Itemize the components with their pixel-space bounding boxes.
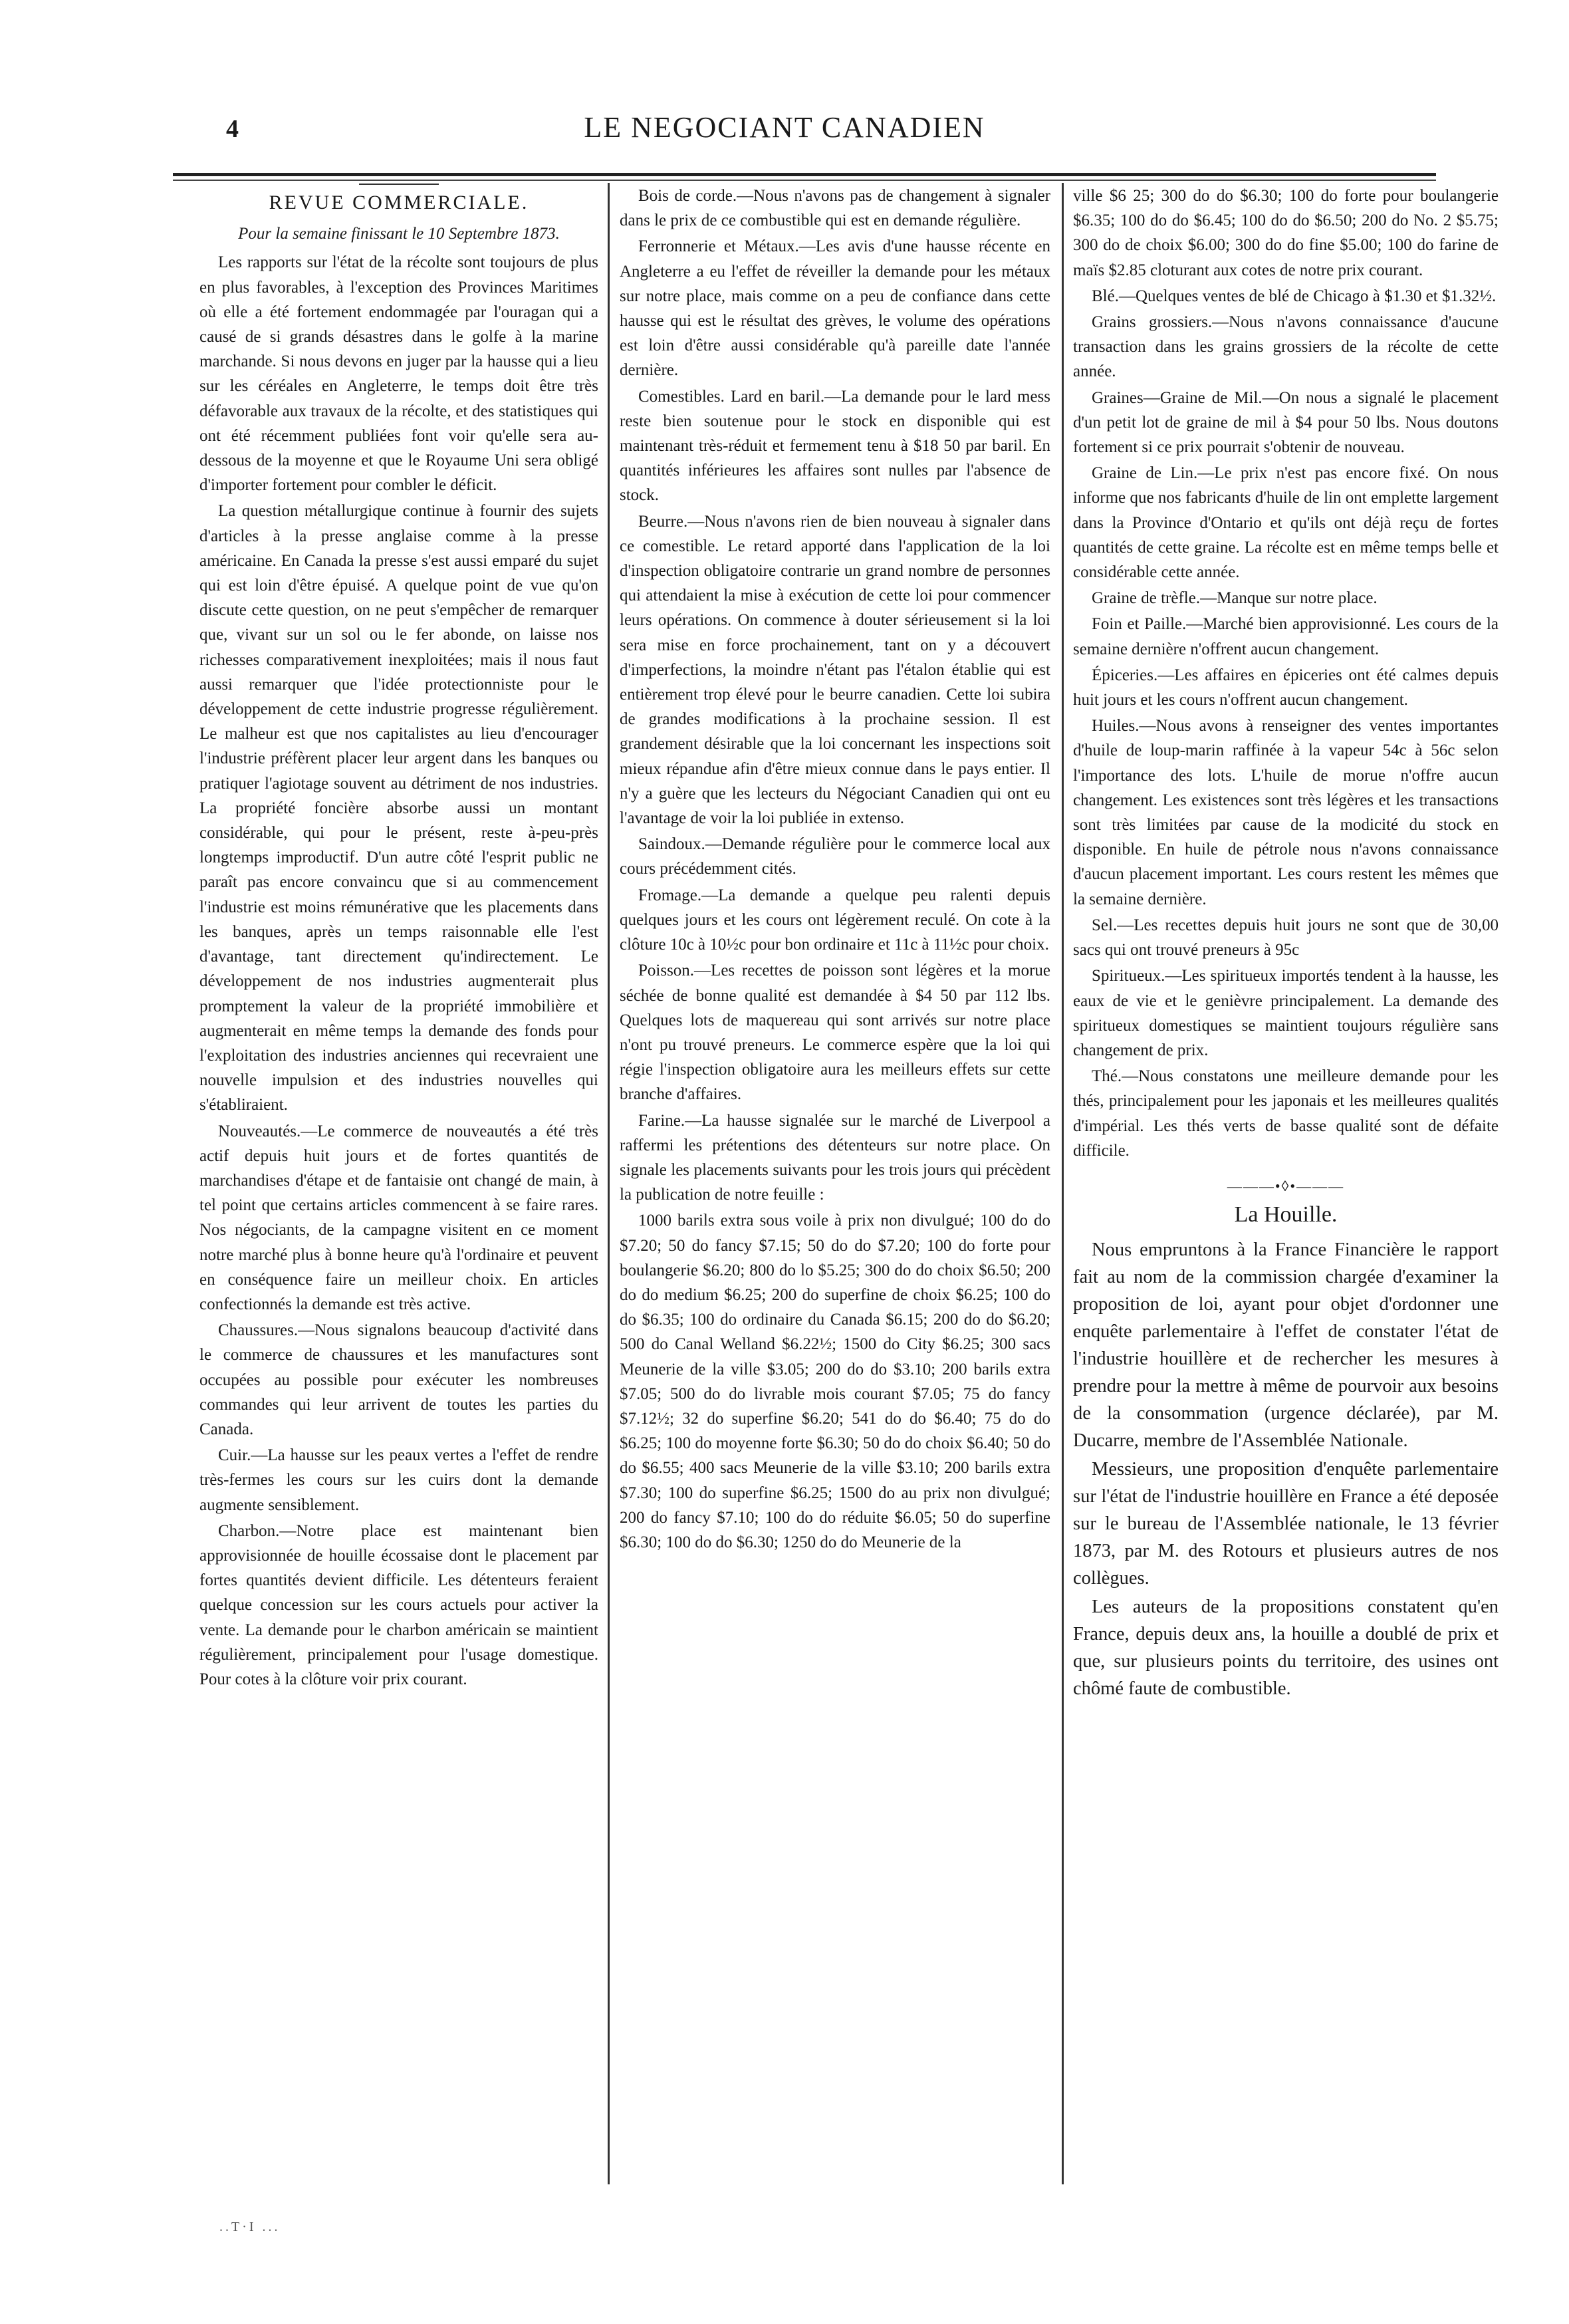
paragraph-epiceries: Épiceries.—Les affaires en épiceries ont été calmes depuis huit jours et les cours n'offrent aucun changement.: [1073, 666, 1499, 710]
footer-mark: ..T·I ...: [219, 2220, 281, 2234]
paragraph-graine-mil: Graines—Graine de Mil.—On nous a signalé le placement d'un petit lot de graine de mil à $4 pour 50 lbs. Nous doutons fortement si ce prix pourrait s'obtenir de nouveau.: [1073, 388, 1499, 457]
houille-paragraph: Messieurs, une proposition d'enquête parlementaire sur l'état de l'industrie houillère en France a été deposée sur le bureau de l'Assemblée nationale, le 13 février 1873, par M. des Rotours et plusieurs autres de nos collègues.: [1073, 1459, 1499, 1589]
paragraph-foin: Foin et Paille.—Marché bien approvisionné. Les cours de la semaine dernière n'offrent aucun changement.: [1073, 615, 1499, 658]
column-1: [199, 184, 598, 1693]
paragraph-nouveautes: Nouveautés.—Le commerce de nouveautés a été très actif depuis huit jours et de fortes quantités de marchandises d'étape et de fantaisie ont changé de main, à tel point que certains articles commencent à se faire rares. Nos négociants, de la campagne visitent en ce moment notre marché plus à bonne heure qu'à l'ordinaire et peuvent en conséquence faire un meilleur choix. En articles confectionnés la demande est très active.: [199, 1122, 598, 1313]
paragraph-the: Thé.—Nous constatons une meilleure demande pour les thés, principalement pour les japonais et les meilleures qualités d'impérial. Les thés verts de basse qualité sont de défaite difficile.: [1073, 1067, 1499, 1160]
header-rule-thin: [173, 180, 1436, 181]
paragraph-poisson: Poisson.—Les recettes de poisson sont légères et la morue séchée de bonne qualité est demandée à $4 50 par 112 lbs. Quelques lots de maquereau qui sont arrivés sur notre place n'ont pu trouvé preneurs. Le commerce espère que la loi qui régie l'inspection obligatoire aura les meilleurs effets sur cette branche d'affaires.: [620, 962, 1050, 1104]
paragraph-saindoux: Saindoux.—Demande régulière pour le commerce local aux cours précédemment cités.: [620, 835, 1050, 878]
houille-paragraph: Les auteurs de la propositions constatent qu'en France, depuis deux ans, la houille a doublé de prix et que, sur plusieurs points du territoire, des usines ont chômé faute de combustible.: [1073, 1597, 1499, 1700]
section-heading: REVUE COMMERCIALE.: [199, 184, 598, 215]
paragraph-bois: Bois de corde.—Nous n'avons pas de changement à signaler dans le prix de ce combustible qui est en demande régulière.: [620, 187, 1050, 230]
page-number: 4: [226, 115, 239, 143]
column-2: [620, 184, 1050, 1556]
paragraph-farine-ventes: 1000 barils extra sous voile à prix non divulgué; 100 do do $7.20; 50 do fancy $7.15; 50 do do $7.20; 100 do forte pour boulangerie $6.20; 800 do lo $5.25; 300 do do choix $6.50; 200 do do medium $6.25; 200 do superfine de choix $6.25; 100 do do $6.35; 100 do ordinaire du Canada $6.15; 200 do do $6.20; 500 do Canal Welland $6.22½; 1500 do City $6.25; 300 sacs Meunerie de la ville $3.05; 200 do do $3.10; 200 barils extra $7.05; 500 do do livrable mois courant $7.05; 75 do fancy $7.12½; 32 do superfine $6.20; 541 do do $6.40; 75 do do $6.25; 100 do moyenne forte $6.30; 50 do do choix $6.40; 50 do do $6.55; 400 sacs Meunerie de la ville $3.10; 200 barils extra $7.30; 100 do superfine $6.25; 1500 do au prix non divulgué; 200 do fancy $7.10; 100 do do réduite $6.05; 50 do superfine $6.30; 100 do do $6.30; 1250 do do Meunerie de la: [620, 1212, 1050, 1551]
paragraph-graine-lin: Graine de Lin.—Le prix n'est pas encore fixé. On nous informe que nos fabricants d'huile de lin ont emplette largement dans la Province d'Ontario et qu'ils ont déjà reçu de fortes quantités de cette graine. La récolte est en même temps belle et considérable cette année.: [1073, 464, 1499, 582]
paragraph-sel: Sel.—Les recettes depuis huit jours ne sont que de 30,00 sacs qui ont trouvé preneurs à 95c: [1073, 916, 1499, 960]
paragraph-ble: Blé.—Quelques ventes de blé de Chicago à $1.30 et $1.32½.: [1092, 287, 1497, 305]
paragraph-comestibles: Comestibles. Lard en baril.—La demande pour le lard mess reste bien soutenue pour le stock en disponible qui est maintenant très-réduit et fermement tenu à $18 50 par baril. En quantités inférieures les affaires sont nulles par l'absence de stock.: [620, 387, 1050, 505]
paragraph-metallurgie: La question métallurgique continue à fournir des sujets d'articles à la presse anglaise comme à la presse américaine. En Canada la presse s'est aussi emparé du sujet qui est loin d'être épuisé. A quelque point de vue qu'on discute cette question, on ne peut s'empêcher de remarquer que, vivant sur un sol ou le fer abonde, on laisse nos richesses comparativement inexploitées; mais il nous faut aussi remarquer que l'idée protectionniste pour le développement de cette industrie progresse régulièrement. Le malheur est que nos capitalistes au lieu d'encourager l'industrie préfèrent placer leur argent dans les banques ou pratiquer l'agiotage souvent au détriment de nos industries. La propriété foncière absorbe aussi un montant considérable, qui pour le présent, reste à-peu-près longtemps improductif. D'un autre côté l'esprit public ne paraît pas encore convaincu que si au commencement l'industrie est moins rémunérative que les placements dans les banques, après un temps raisonnable elle l'est d'avantage, tant directement qu'indirectement. Le développement de nos industries augmenterait plus promptement la valeur de la propriété immobilière et augmenterait en même temps la demande des fonds pour l'exploitation des industries anciennes qui recevraient une nouvelle impulsion et des industries nouvelles qui s'établiraient.: [199, 502, 598, 1114]
paragraph-farine: Farine.—La hausse signalée sur le marché de Liverpool a raffermi les prétentions des détenteurs sur notre place. On signale les placements suivants pour les trois jours qui précèdent la publication de notre feuille :: [620, 1111, 1050, 1204]
paragraph-grains-grossiers: Grains grossiers.—Nous n'avons connaissance d'aucune transaction dans les grains grossiers de la récolte de cette année.: [1073, 313, 1499, 381]
paragraph-fromage: Fromage.—La demande a quelque peu ralenti depuis quelques jours et les cours ont légèrement reculé. On cote à la clôture 10c à 10½c pour bon ordinaire et 11c à 11½c pour choix.: [620, 886, 1050, 954]
column-divider-2: [1062, 183, 1064, 2184]
paragraph-charbon: Charbon.—Notre place est maintenant bien approvisionnée de houille écossaise dont le placement par fortes quantités devient difficile. Les détenteurs feraient quelque concession sur les cours actuels pour activer la vente. La demande pour le charbon américain se maintient régulièrement, principalement pour l'usage domestique. Pour cotes à la clôture voir prix courant.: [199, 1521, 598, 1688]
header-rule: [173, 173, 1436, 176]
section-ornament: ———•◊•———: [1227, 1177, 1345, 1194]
paragraph-recolte: Les rapports sur l'état de la récolte sont toujours de plus en plus favorables, à l'exception des Provinces Maritimes où elle a été fortement endommagée par l'ouragan qui a causé de si grands désastres dans le golfe à la marine marchande. Si nous devons en juger par la hausse qui a lieu sur les céréales en Angleterre, le temps doit être très défavorable aux travaux de la récolte, et des statistiques qui ont été récemment publiées font voir qu'elle sera au-dessous de la moyenne et que le Royaume Uni sera obligé d'importer fortement pour combler le déficit.: [199, 253, 598, 495]
dateline: Pour la semaine finissant le 10 Septembre 1873.: [238, 225, 560, 243]
column-divider-1: [608, 183, 610, 2184]
newspaper-masthead: LE NEGOCIANT CANADIEN: [584, 111, 985, 144]
paragraph-farine-suite: ville $6 25; 300 do do $6.30; 100 do forte pour boulangerie $6.35; 100 do do $6.45; 100 do do $6.50; 200 do No. 2 $5.75; 300 do de choix $6.00; 300 do do fine $5.00; 100 do farine de maïs $2.85 cloturant aux cotes de notre prix courant.: [1073, 187, 1499, 279]
paragraph-huiles: Huiles.—Nous avons à renseigner des ventes importantes d'huile de loup-marin raffinée à la vapeur 54c à 56c selon l'importance des lots. L'huile de morue n'offre aucun changement. Les existences sont très légères et les transactions sont très limitées par cause de la modicité du stock en disponible. En huile de pétrole nous n'avons connaissance d'aucun placement important. Les cours restent les mêmes que la semaine dernière.: [1073, 717, 1499, 908]
houille-paragraph: Nous empruntons à la France Financière le rapport fait au nom de la commission chargée d'examiner la proposition de loi, ayant pour objet d'ordonner une enquête parlementaire à l'effet de constater l'état de l'industrie houillère et de rechercher les mesures à prendre pour la mettre à même de pourvoir aux besoins de la consommation (urgence déclarée), par M. Ducarre, membre de l'Assemblée Nationale.: [1073, 1239, 1499, 1452]
paragraph-chaussures: Chaussures.—Nous signalons beaucoup d'activité dans le commerce de chaussures et les manufactures sont occupées au possible pour exécuter les nombreuses commandes qui leur arrivent de toutes les parties du Canada.: [199, 1321, 598, 1438]
article-title-houille: La Houille.: [1234, 1202, 1338, 1227]
paragraph-beurre: Beurre.—Nous n'avons rien de bien nouveau à signaler dans ce comestible. Le retard apporté dans l'application de la loi d'inspection obligatoire contrarie un grand nombre de personnes qui attendaient la mise à exécution de cette loi pour commencer leurs opérations. On commence à douter sérieusement si la loi sera mise en force prochainement, tant on y a découvert d'imperfections, la moindre n'étant pas l'étalon établie qui est entièrement trop élevé pour le beurre canadien. Cette loi subira de grandes modifications à la prochaine session. Il est grandement désirable que la loi concernant les inspections soit mieux répandue afin d'être mieux connue dans le pays entier. Il n'y a guère que les lecteurs du Négociant Canadien qui ont eu l'avantage de voir la loi publiée in extenso.: [620, 512, 1050, 828]
paragraph-spiritueux: Spiritueux.—Les spiritueux importés tendent à la hausse, les eaux de vie et le genièvre principalement. La demande des spiritueux domestiques se maintient toujours régulière sans changement de prix.: [1073, 967, 1499, 1059]
paragraph-ferronnerie: Ferronnerie et Métaux.—Les avis d'une hausse récente en Angleterre a eu l'effet de réveiller la demande pour les métaux sur notre place, mais comme on a peu de confiance dans cette hausse qui est le résultat des grèves, le volume des opérations est loin d'être aussi considérable qu'à pareille date l'année dernière.: [620, 237, 1050, 380]
article-body-houille: [1073, 1236, 1499, 1702]
column-3: [1073, 184, 1499, 1704]
paragraph-cuir: Cuir.—La hausse sur les peaux vertes a l'effet de rendre très-fermes les cours sur les cuirs dont la demande augmente sensiblement.: [199, 1446, 598, 1514]
paragraph-graine-trefle: Graine de trèfle.—Manque sur notre place.: [1092, 589, 1378, 608]
